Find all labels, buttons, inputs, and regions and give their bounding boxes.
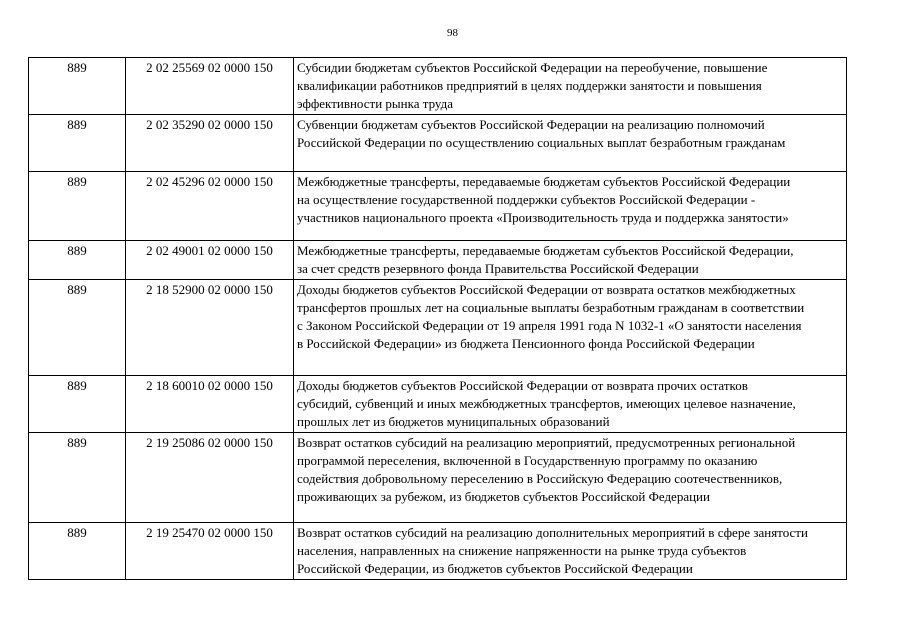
admin-code-cell: 889	[29, 280, 126, 376]
admin-code-cell: 889	[29, 241, 126, 280]
description-line: Российской Федерации по осуществлению социальных выплат безработным гражданам	[297, 135, 786, 150]
admin-code-cell: 889	[29, 376, 126, 433]
description-cell	[294, 376, 847, 433]
budget-code-cell: 2 18 60010 02 0000 150	[126, 376, 294, 433]
description-cell	[294, 172, 847, 241]
table-row	[29, 280, 847, 376]
budget-code-cell: 2 19 25470 02 0000 150	[126, 523, 294, 580]
description-line: Доходы бюджетов субъектов Российской Федерации от возврата прочих остатков	[297, 378, 748, 393]
description-cell	[294, 433, 847, 523]
description-line: участников национального проекта «Производительность труда и поддержка занятости»	[297, 210, 789, 225]
page-number: 98	[447, 27, 458, 39]
description-line: субсидий, субвенций и иных межбюджетных трансфертов, имеющих целевое назначение,	[297, 396, 796, 411]
description-line: прошлых лет из бюджетов муниципальных образований	[297, 414, 610, 429]
description-line: Доходы бюджетов субъектов Российской Федерации от возврата остатков межбюджетных	[297, 282, 796, 297]
table-row	[29, 241, 847, 280]
budget-code-cell: 2 02 45296 02 0000 150	[126, 172, 294, 241]
admin-code-cell: 889	[29, 115, 126, 172]
table-row	[29, 172, 847, 241]
description-line: в Российской Федерации» из бюджета Пенсионного фонда Российской Федерации	[297, 336, 755, 351]
description-line: программой переселения, включенной в Государственную программу по оказанию	[297, 453, 758, 468]
admin-code-cell: 889	[29, 523, 126, 580]
description-line: эффективности рынка труда	[297, 96, 453, 111]
description-line: квалификации работников предприятий в целях поддержки занятости и повышения	[297, 78, 762, 93]
description-line: Межбюджетные трансферты, передаваемые бюджетам субъектов Российской Федерации	[297, 174, 791, 189]
description-cell	[294, 241, 847, 280]
description-line: трансфертов прошлых лет на социальные выплаты безработным гражданам в соответствии	[297, 300, 805, 315]
description-cell	[294, 280, 847, 376]
table-row	[29, 523, 847, 580]
table-row	[29, 376, 847, 433]
description-line: Субвенции бюджетам субъектов Российской Федерации на реализацию полномочий	[297, 117, 765, 132]
table-row	[29, 58, 847, 115]
table-row	[29, 115, 847, 172]
budget-code-cell: 2 02 49001 02 0000 150	[126, 241, 294, 280]
budget-code-cell: 2 18 52900 02 0000 150	[126, 280, 294, 376]
description-cell	[294, 58, 847, 115]
budget-code-cell: 2 02 35290 02 0000 150	[126, 115, 294, 172]
budget-classification-table	[28, 57, 847, 580]
description-line: Межбюджетные трансферты, передаваемые бюджетам субъектов Российской Федерации,	[297, 243, 794, 258]
admin-code-cell: 889	[29, 433, 126, 523]
description-line: Возврат остатков субсидий на реализацию дополнительных мероприятий в сфере занятости	[297, 525, 808, 540]
budget-code-cell: 2 19 25086 02 0000 150	[126, 433, 294, 523]
description-line: с Законом Российской Федерации от 19 апреля 1991 года N 1032-1 «О занятости населения	[297, 318, 802, 333]
description-line: на осуществление государственной поддержки субъектов Российской Федерации -	[297, 192, 756, 207]
description-line: Возврат остатков субсидий на реализацию мероприятий, предусмотренных региональной	[297, 435, 796, 450]
description-line: содействия добровольному переселению в Российскую Федерацию соотечественников,	[297, 471, 783, 486]
admin-code-cell: 889	[29, 58, 126, 115]
table-row	[29, 433, 847, 523]
description-line: проживающих за рубежом, из бюджетов субъектов Российской Федерации	[297, 489, 710, 504]
description-line: Субсидии бюджетам субъектов Российской Федерации на переобучение, повышение	[297, 60, 768, 75]
description-line: за счет средств резервного фонда Правительства Российской Федерации	[297, 261, 699, 276]
budget-code-cell: 2 02 25569 02 0000 150	[126, 58, 294, 115]
description-cell	[294, 115, 847, 172]
admin-code-cell: 889	[29, 172, 126, 241]
description-cell	[294, 523, 847, 580]
description-line: Российской Федерации, из бюджетов субъектов Российской Федерации	[297, 561, 693, 576]
description-line: населения, направленных на снижение напряженности на рынке труда субъектов	[297, 543, 747, 558]
